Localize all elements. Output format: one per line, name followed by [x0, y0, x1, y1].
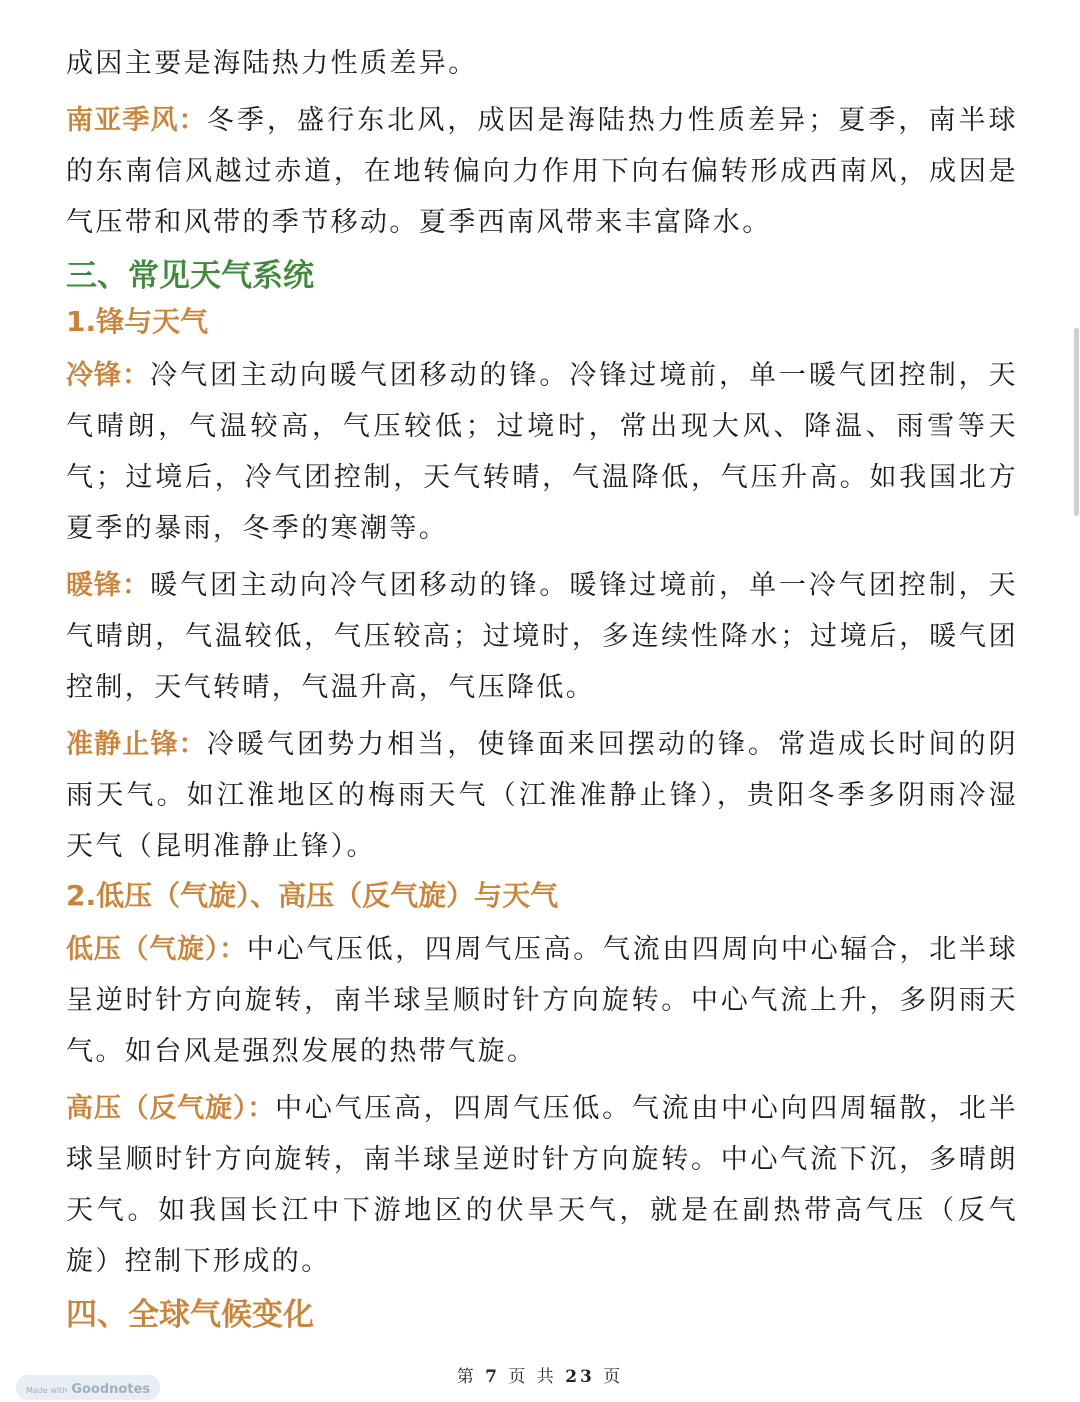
paragraph-stationary-front	[66, 719, 1018, 872]
term-anticyclone: 高压（反气旋）：	[66, 1093, 276, 1124]
text-stationary-front: 冷暖气团势力相当，使锋面来回摆动的锋。常造成长时间的阴雨天气。如江淮地区的梅雨天气（江淮准静止锋），贵阳冬季多阴雨冷湿天气（昆明准静止锋）。	[66, 729, 1018, 862]
paragraph-cyclone	[66, 924, 1018, 1077]
document-page	[66, 38, 1018, 1339]
paragraph-south-asia-monsoon	[66, 95, 1018, 248]
term-south-asia-monsoon: 南亚季风：	[66, 105, 207, 136]
term-stationary-front: 准静止锋：	[66, 729, 207, 760]
page-number-suffix: 页	[603, 1367, 624, 1387]
subheading-pressure-systems: 2.低压（气旋）、高压（反气旋）与天气	[66, 879, 559, 912]
paragraph-warm-front	[66, 560, 1018, 713]
term-cyclone: 低压（气旋）：	[66, 934, 247, 965]
badge-brand-text: Goodnotes	[71, 1382, 151, 1397]
text-cyclone: 中心气压低，四周气压高。气流由四周向中心辐合，北半球呈逆时针方向旋转，南半球呈顺时针方向旋转。中心气流上升，多阴雨天气。如台风是强烈发展的热带气旋。	[66, 934, 1019, 1067]
page-number-prefix: 第	[456, 1367, 477, 1387]
total-pages: 23	[565, 1367, 595, 1387]
page-number	[0, 1362, 1080, 1387]
goodnotes-badge	[16, 1375, 160, 1400]
text-cold-front: 冷气团主动向暖气团移动的锋。冷锋过境前，单一暖气团控制，天气晴朗，气温较高，气压较低；过境时，常出现大风、降温、雨雪等天气；过境后，冷气团控制，天气转晴，气温降低，气压升高。如我国北方夏季的暴雨，冬季的寒潮等。	[66, 360, 1018, 544]
badge-small-text: Made with	[26, 1386, 68, 1395]
text-anticyclone: 中心气压高，四周气压低。气流由中心向四周辐散，北半球呈顺时针方向旋转，南半球呈逆时针方向旋转。中心气流下沉，多晴朗天气。如我国长江中下游地区的伏旱天气，就是在副热带高气压（反气旋）控制下形成的。	[66, 1093, 1018, 1277]
text-warm-front: 暖气团主动向冷气团移动的锋。暖锋过境前，单一冷气团控制，天气晴朗，气温较低，气压较高；过境时，多连续性降水；过境后，暖气团控制，天气转晴，气温升高，气压降低。	[66, 570, 1018, 703]
scrollbar[interactable]	[1074, 328, 1079, 516]
paragraph-anticyclone	[66, 1083, 1018, 1287]
section-heading-climate-change: 四、全球气候变化	[66, 1297, 314, 1333]
section-heading-weather-systems: 三、常见天气系统	[66, 258, 314, 294]
text-south-asia-monsoon: 冬季，盛行东北风，成因是海陆热力性质差异；夏季，南半球的东南信风越过赤道，在地转偏向力作用下向右偏转形成西南风，成因是气压带和风带的季节移动。夏季西南风带来丰富降水。	[66, 105, 1018, 238]
term-warm-front: 暖锋：	[66, 570, 151, 601]
paragraph-cold-front	[66, 350, 1018, 554]
intro-line: 成因主要是海陆热力性质差异。	[66, 48, 478, 79]
current-page: 7	[485, 1367, 500, 1387]
subheading-fronts: 1.锋与天气	[66, 305, 209, 338]
term-cold-front: 冷锋：	[66, 360, 151, 391]
page-number-mid: 页 共	[508, 1367, 557, 1387]
